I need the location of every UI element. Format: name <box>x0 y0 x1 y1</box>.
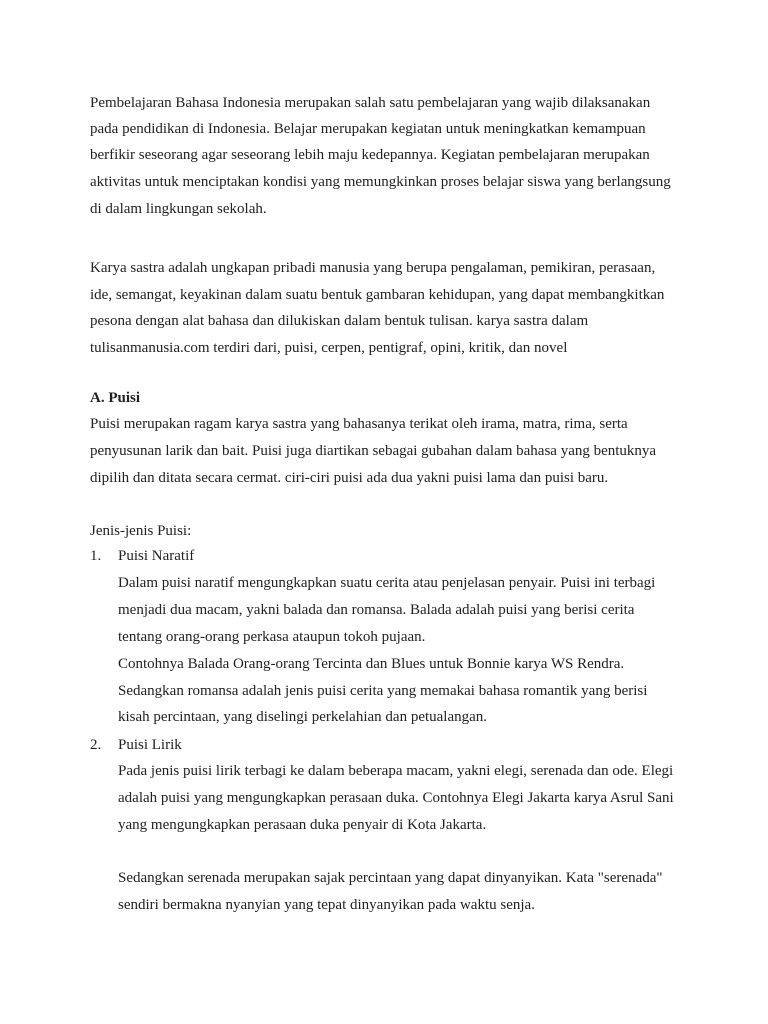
list-item-text-line: kisah percintaan, yang diselingi perkelahian dan petualangan. <box>118 709 488 725</box>
list-item-text-line: tentang orang-orang perkasa ataupun tokoh pujaan. <box>118 629 426 645</box>
intro-paragraph-line: Pembelajaran Bahasa Indonesia merupakan salah satu pembelajaran yang wajib dilaksanakan <box>90 95 651 111</box>
list-item-text-line: Pada jenis puisi lirik terbagi ke dalam beberapa macam, yakni elegi, serenada dan ode. Elegi <box>118 763 674 779</box>
list-item-title: Puisi Lirik <box>118 737 182 753</box>
list-item-text-line: sendiri bermakna nyanyian yang tepat dinyanyikan pada waktu senja. <box>118 897 535 913</box>
list-number: 2. <box>90 737 102 753</box>
list-label: Jenis-jenis Puisi: <box>90 523 192 539</box>
intro-paragraph-line: aktivitas untuk menciptakan kondisi yang memungkinkan proses belajar siswa yang berlangsung <box>90 174 671 190</box>
list-item-text-line: Sedangkan romansa adalah jenis puisi cerita yang memakai bahasa romantik yang berisi <box>118 683 648 699</box>
puisi-paragraph-line: Puisi merupakan ragam karya sastra yang bahasanya terikat oleh irama, matra, rima, serta <box>90 416 628 432</box>
intro-paragraph-line: di dalam lingkungan sekolah. <box>90 201 267 217</box>
puisi-paragraph-line: dipilih dan ditata secara cermat. ciri-ciri puisi ada dua yakni puisi lama dan puisi baru. <box>90 470 609 486</box>
list-item-text-line: menjadi dua macam, yakni balada dan romansa. Balada adalah puisi yang berisi cerita <box>118 602 635 618</box>
list-item-text-line: adalah puisi yang mengungkapkan perasaan duka. Contohnya Elegi Jakarta karya Asrul Sani <box>118 790 674 806</box>
intro-paragraph-line: berfikir seseorang agar seseorang lebih maju kedepannya. Kegiatan pembelajaran merupakan <box>90 147 650 163</box>
list-item-text-line: Dalam puisi naratif mengungkapkan suatu cerita atau penjelasan penyair. Puisi ini terbagi <box>118 575 656 591</box>
list-number: 1. <box>90 548 102 564</box>
list-item-title: Puisi Naratif <box>118 548 195 564</box>
karya-paragraph-line: tulisanmanusia.com terdiri dari, puisi, cerpen, pentigraf, opini, kritik, dan novel <box>90 340 568 356</box>
section-heading: A. Puisi <box>90 390 141 406</box>
intro-paragraph-line: pada pendidikan di Indonesia. Belajar merupakan kegiatan untuk meningkatkan kemampuan <box>90 121 646 137</box>
list-item-text-line: Sedangkan serenada merupakan sajak percintaan yang dapat dinyanyikan. Kata "serenada" <box>118 870 663 886</box>
list-item-text-line: yang mengungkapkan perasaan duka penyair di Kota Jakarta. <box>118 817 487 833</box>
puisi-paragraph-line: penyusunan larik dan bait. Puisi juga diartikan sebagai gubahan dalam bahasa yang bentuknya <box>90 443 657 459</box>
list-item-text-line: Contohnya Balada Orang-orang Tercinta dan Blues untuk Bonnie karya WS Rendra. <box>118 656 625 672</box>
karya-paragraph-line: pesona dengan alat bahasa dan dilukiskan dalam bentuk tulisan. karya sastra dalam <box>90 313 589 329</box>
karya-paragraph-line: ide, semangat, keyakinan dalam suatu bentuk gambaran kehidupan, yang dapat membangkitkan <box>90 287 665 303</box>
karya-paragraph-line: Karya sastra adalah ungkapan pribadi manusia yang berupa pengalaman, pemikiran, perasaan, <box>90 260 656 276</box>
